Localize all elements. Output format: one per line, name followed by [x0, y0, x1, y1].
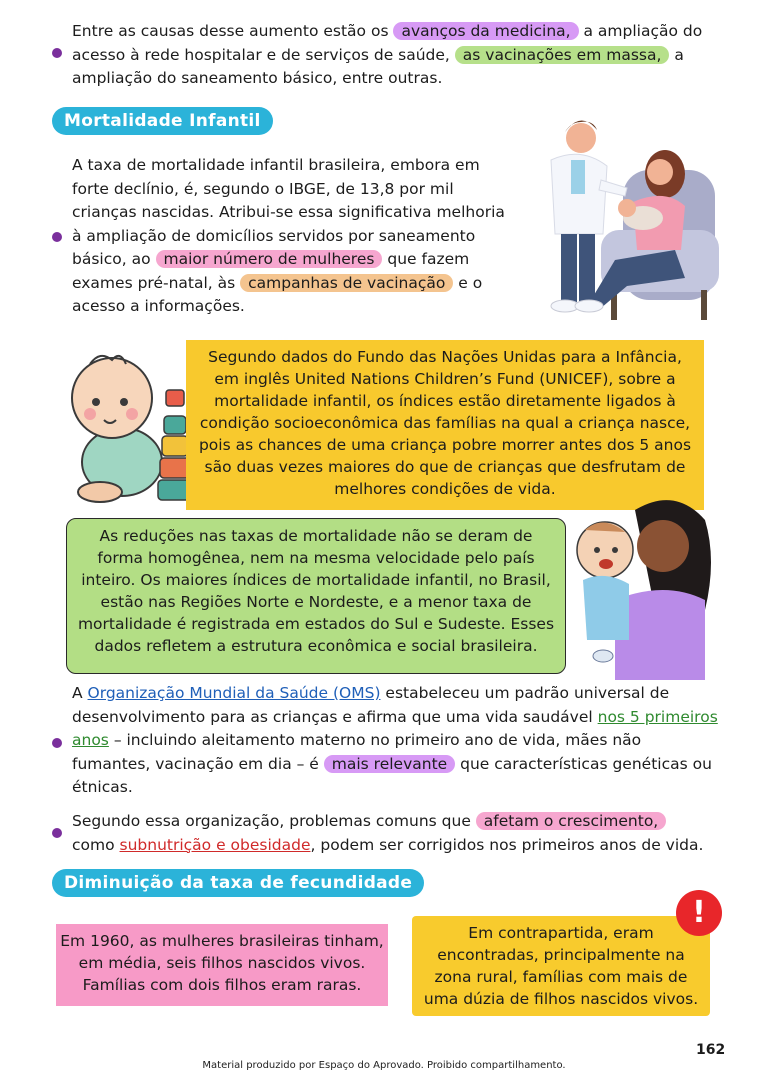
- page-number: 162: [696, 1042, 726, 1058]
- highlight-afetam: afetam o crescimento,: [476, 812, 666, 830]
- regional-info-box: As reduções nas taxas de mortalidade não se deram de forma homogênea, nem na mesma velocidade pelo país inteiro. Os maiores índices de mortalidade infantil, no Brasil, estão nas Regiões Norte e Nordeste, e a menor taxa de mortalidade é registrada em estados do Sul e Sudeste. Esses dados refletem a estrutura econômica e social brasileira.: [66, 518, 566, 674]
- baby-blocks-illustration: [60, 350, 200, 510]
- footer-notice: Material produzido por Espaço do Aprovado. Proibido compartilhamento.: [202, 1060, 566, 1071]
- exclamation-icon: !: [676, 890, 722, 936]
- contrapartida-box: Em contrapartida, eram encontradas, principalmente na zona rural, famílias com mais de uma dúzia de filhos nascidos vivos.: [412, 916, 710, 1016]
- highlight-vacinacoes: as vacinações em massa,: [455, 46, 670, 64]
- highlight-mulheres: maior número de mulheres: [156, 250, 383, 268]
- highlight-campanhas: campanhas de vacinação: [240, 274, 453, 292]
- oms-paragraph: A Organização Mundial da Saúde (OMS) estabeleceu um padrão universal de desenvolvimento para as crianças e afirma que uma vida saudável nos 5 primeiros anos – incluindo aleitamento materno no primeiro ano de vida, mães não fumantes, vacinação em dia – é mais relevante que características genéticas ou étnicas.: [72, 684, 718, 796]
- fecundidade-1960-box: Em 1960, as mulheres brasileiras tinham, em média, seis filhos nascidos vivos. Famílias com dois filhos eram raras.: [56, 924, 388, 1006]
- link-subnutricao[interactable]: subnutrição e obesidade: [119, 835, 311, 854]
- intro-paragraph: Entre as causas desse aumento estão os avanços da medicina, a ampliação do acesso à rede hospitalar e de serviços de saúde, as vacinações em massa, a ampliação do saneamento básico, entre outras.: [72, 22, 703, 87]
- link-5-primeiros-anos[interactable]: nos 5 primeiros: [597, 707, 718, 726]
- section-heading-mortalidade: Mortalidade Infantil: [52, 107, 273, 135]
- highlight-mais-relevante: mais relevante: [324, 755, 455, 773]
- mother-baby-illustration: [555, 490, 725, 680]
- doctor-mother-illustration: [515, 110, 730, 325]
- unicef-info-box: Segundo dados do Fundo das Nações Unidas para a Infância, em inglês United Nations Children’s Fund (UNICEF), sobre a mortalidade infantil, os índices estão diretamente ligados à condição socioeconômica das famílias na qual a criança nasce, pois as chances de uma criança pobre morrer antes dos 5 anos são duas vezes maiores do que de crianças que desfrutam de melhores condições de vida.: [186, 340, 704, 510]
- organizacao-paragraph: Segundo essa organização, problemas comuns que afetam o crescimento, como subnutrição e obesidade, podem ser corrigidos nos primeiros anos de vida.: [72, 812, 704, 854]
- bullet-dot: [52, 738, 62, 748]
- bullet-dot: [52, 828, 62, 838]
- bullet-dot: [52, 232, 62, 242]
- link-anos[interactable]: anos: [72, 731, 109, 749]
- bullet-dot: [52, 48, 62, 58]
- mortalidade-paragraph: A taxa de mortalidade infantil brasileira, embora em forte declínio, é, segundo o IBGE, de 13,8 por mil crianças nascidas. Atribui-se essa significativa melhoria à ampliação de domicílios servidos por saneamento básico, ao maior número de mulheres que fazem exames pré-natal, às campanhas de vacinação e o acesso a informações.: [72, 156, 505, 315]
- link-oms[interactable]: Organização Mundial da Saúde (OMS): [87, 684, 381, 702]
- section-heading-fecundidade: Diminuição da taxa de fecundidade: [52, 869, 424, 897]
- highlight-avancos: avanços da medicina,: [393, 22, 578, 40]
